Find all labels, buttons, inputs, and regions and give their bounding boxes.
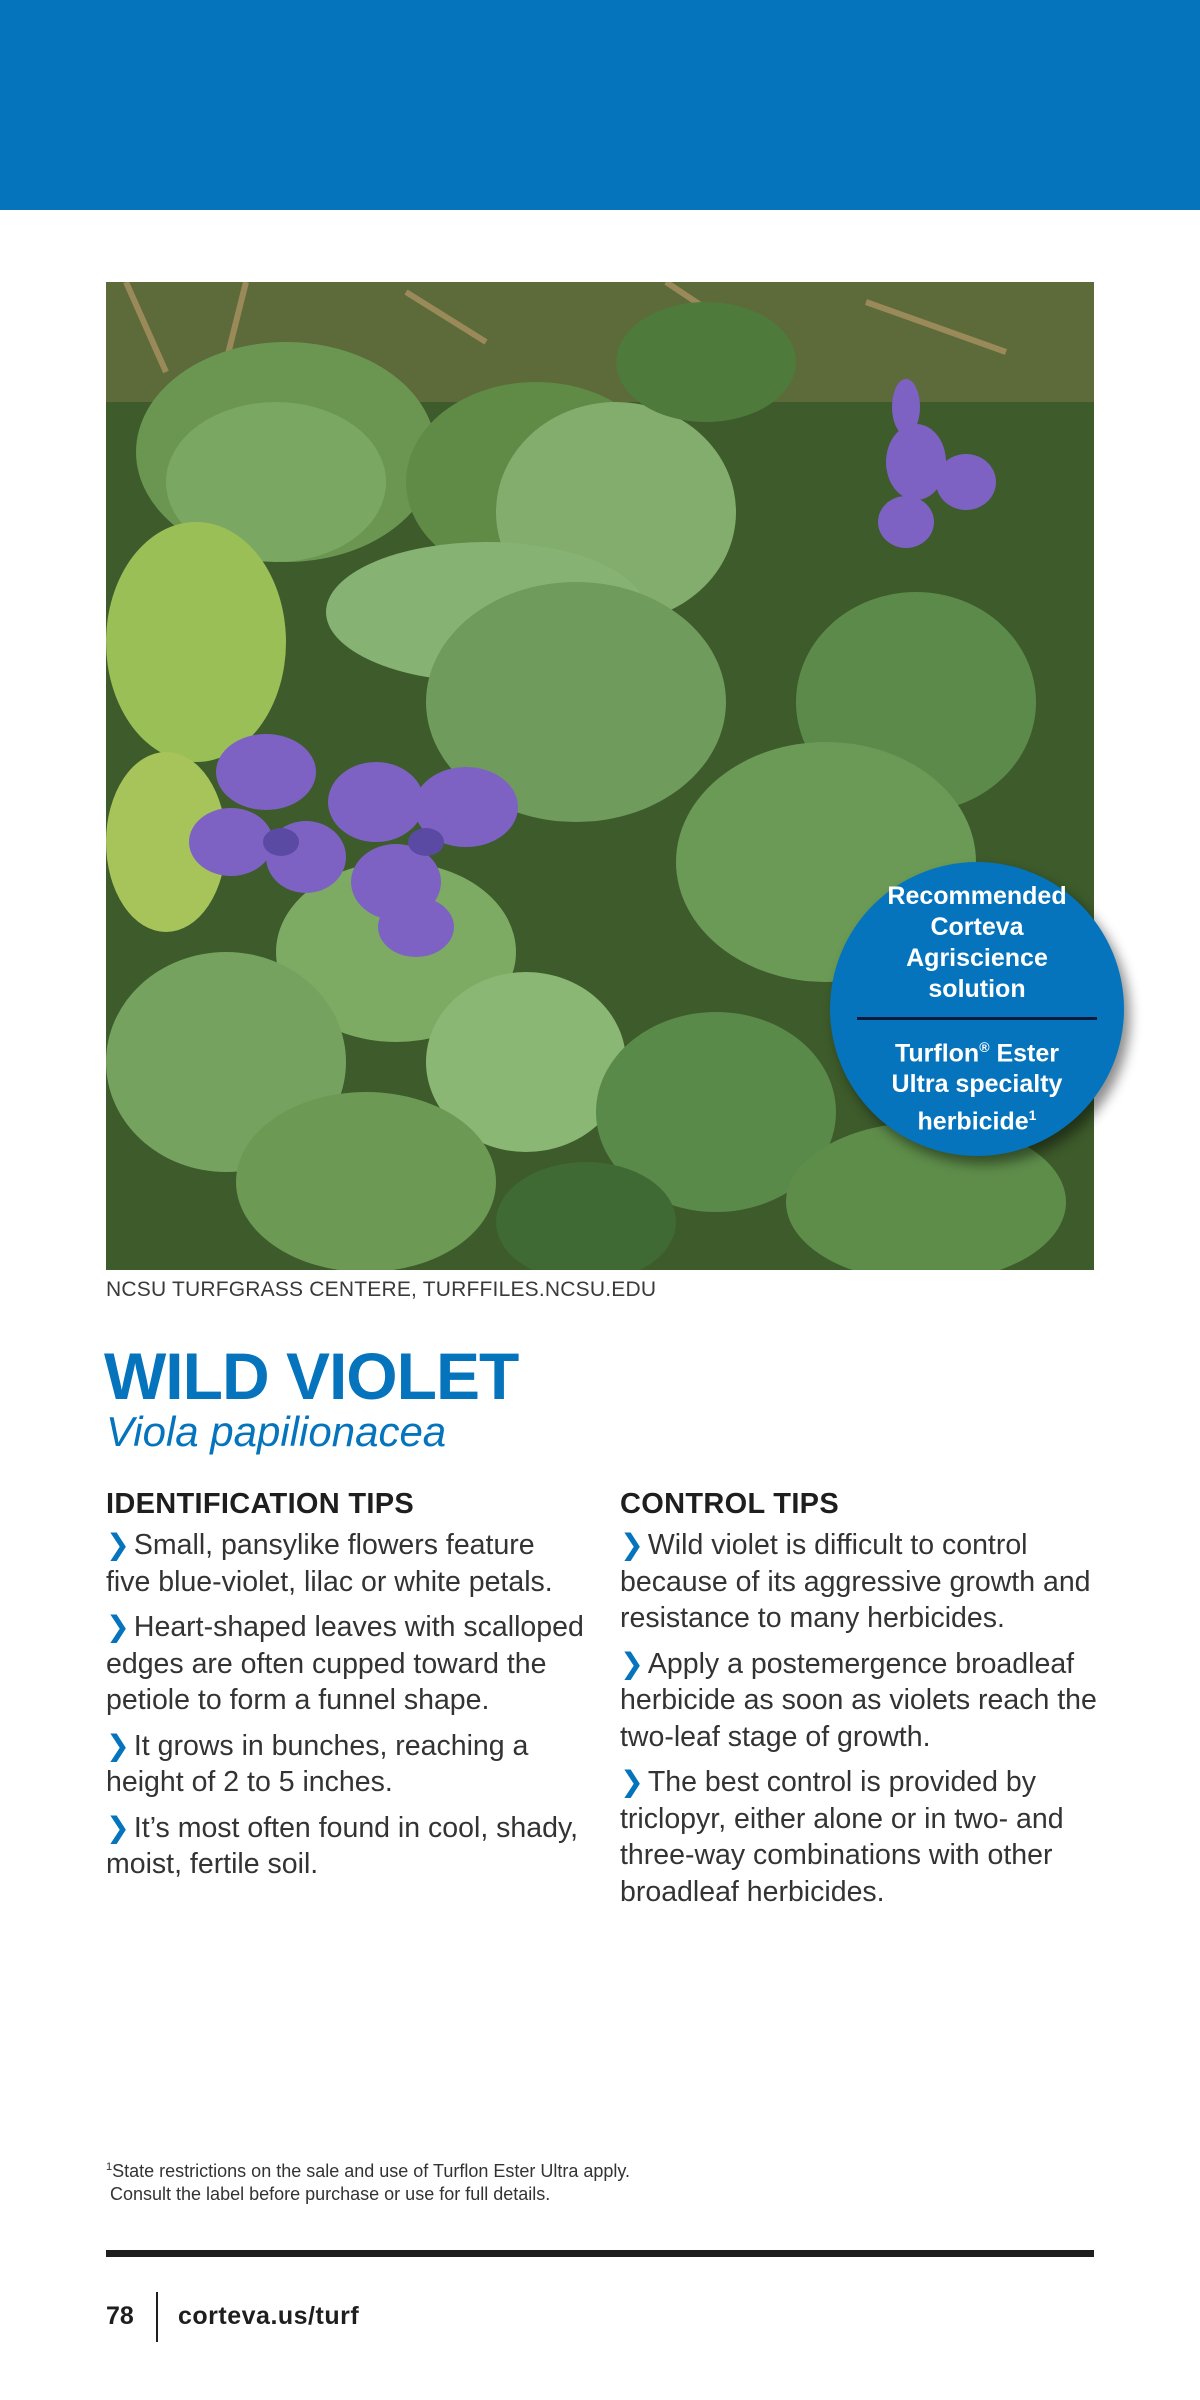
control-list: [620, 1527, 1100, 1910]
list-item: [106, 1609, 586, 1719]
control-tips: [620, 1488, 1100, 1919]
list-item-text: It’s most often found in cool, shady, moist, fertile soil.: [106, 1811, 579, 1880]
chevron-right-icon: ❯: [620, 1647, 644, 1680]
list-item: [106, 1810, 586, 1883]
scientific-name: Viola papilionacea: [106, 1408, 447, 1455]
list-item: [106, 1728, 586, 1801]
chevron-right-icon: ❯: [106, 1611, 130, 1643]
list-item-text: Heart-shaped leaves with scalloped edges are often cupped toward the petiole to form a funnel shape.: [106, 1611, 584, 1716]
badge-product: [867, 1032, 1087, 1138]
chevron-right-icon: ❯: [620, 1529, 644, 1561]
header-band: [0, 0, 1200, 210]
list-item: [620, 1764, 1100, 1910]
list-item-text: Apply a postemergence broadleaf herbicide as soon as violets reach the two-leaf stage of growth.: [620, 1647, 1097, 1753]
footer-url: corteva.us/turf: [178, 2302, 360, 2330]
footer-rule: [106, 2250, 1094, 2257]
chevron-right-icon: ❯: [106, 1729, 130, 1762]
list-item: [106, 1527, 586, 1600]
list-item: [620, 1527, 1100, 1637]
identification-heading: IDENTIFICATION TIPS: [106, 1488, 415, 1520]
footnote-line-1: State restrictions on the sale and use of Turflon Ester Ultra apply.: [112, 2161, 631, 2181]
recommended-solution-badge: [830, 862, 1124, 1156]
badge-heading: Recommended Corteva Agriscience solution: [887, 881, 1067, 1003]
identification-tips: [106, 1488, 586, 1892]
registered-mark: ®: [979, 1038, 990, 1055]
badge-product-name: Turflon: [894, 1039, 980, 1067]
footer-divider: [156, 2292, 158, 2342]
footnote-line-2: Consult the label before purchase or use for full details.: [110, 2184, 551, 2204]
list-item-text: The best control is provided by triclopyr, either alone or in two- and three-way combinations with other broadleaf herbicides.: [620, 1766, 1064, 1908]
identification-list: [106, 1527, 586, 1883]
footnote: [106, 2156, 806, 2206]
chevron-right-icon: ❯: [620, 1766, 644, 1798]
list-item-text: Wild violet is difficult to control because of its aggressive growth and resistance to many herbicides.: [620, 1529, 1091, 1634]
control-heading: CONTROL TIPS: [620, 1488, 839, 1520]
badge-divider: [857, 1017, 1097, 1020]
list-item-text: Small, pansylike flowers feature five blue-violet, lilac or white petals.: [106, 1529, 553, 1598]
chevron-right-icon: ❯: [106, 1529, 130, 1561]
badge-footnote-ref: 1: [1028, 1107, 1037, 1123]
list-item: [620, 1646, 1100, 1756]
badge-product-rest: Ester Ultra specialty herbicide: [891, 1039, 1063, 1136]
page-title: WILD VIOLET: [104, 1339, 519, 1413]
photo-credit: NCSU TURFGRASS CENTERE, TURFFILES.NCSU.EDU: [106, 1278, 657, 1301]
list-item-text: It grows in bunches, reaching a height of 2 to 5 inches.: [106, 1729, 529, 1798]
chevron-right-icon: ❯: [106, 1811, 130, 1844]
page-number: 78: [106, 2302, 134, 2330]
footnote-marker: 1: [106, 2161, 113, 2173]
